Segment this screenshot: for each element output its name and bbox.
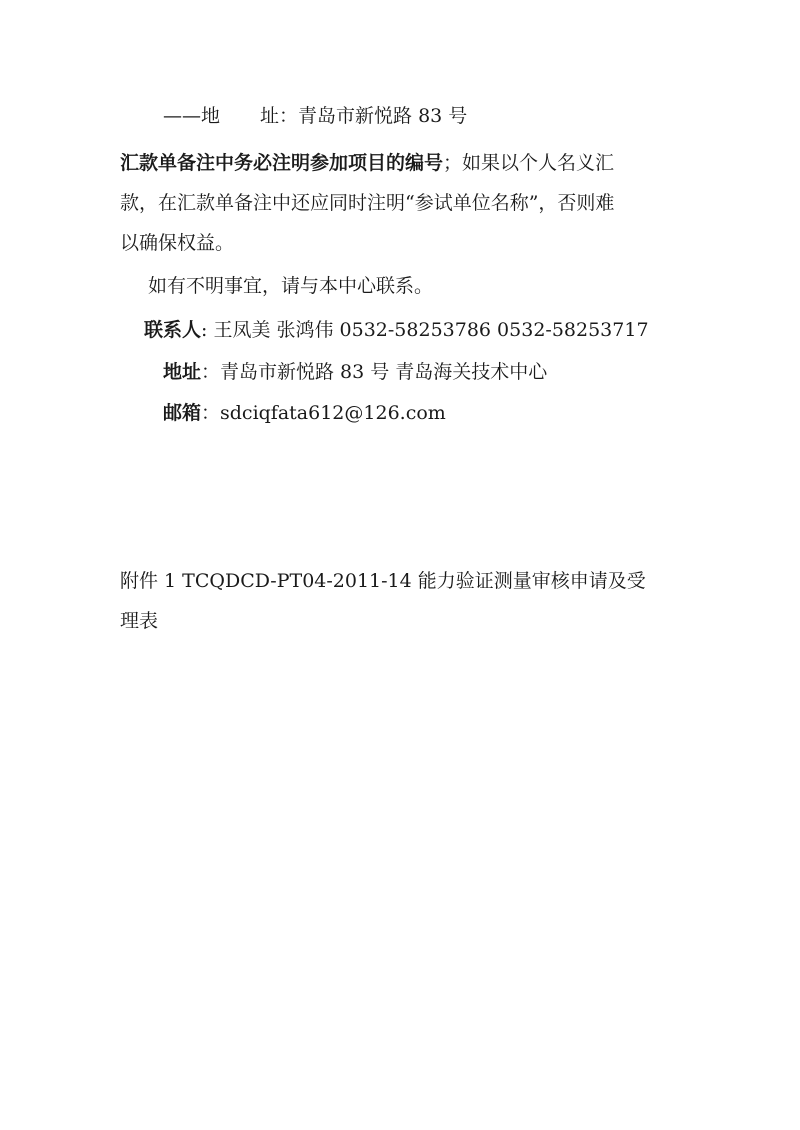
email-label: 邮箱 [163, 402, 202, 424]
contact-label: 联系人 [144, 319, 202, 341]
remit-note-line-1 [120, 151, 614, 175]
remit-note-emphasis: 汇款单备注中务必注明参加项目的编号 [120, 152, 444, 174]
remit-note-line-3: 以确保权益。 [120, 232, 235, 254]
contact-line [144, 318, 649, 342]
remit-note-line-2: 款，在汇款单备注中还应同时注明“参试单位名称”，否则难 [120, 192, 615, 214]
address-detail-label: 地址 [163, 361, 202, 383]
address-line [163, 104, 467, 128]
contact-value: : 王凤美 张鸿伟 0532-58253786 0532-58253717 [201, 319, 649, 341]
attachment-line-2: 理表 [120, 610, 159, 632]
address-dash-label: ——地 [163, 105, 221, 127]
remit-note-rest: ；如果以个人名义汇 [443, 152, 615, 174]
email-value: ：sdciqfata612@126.com [201, 402, 446, 424]
attachment-line-1: 附件 1 TCQDCD-PT04-2011-14 能力验证测量审核申请及受 [120, 570, 646, 592]
inquiry-text: 如有不明事宜，请与本中心联系。 [148, 275, 434, 297]
address-value: 青岛市新悦路 83 号 [298, 105, 468, 127]
address-detail-value: ：青岛市新悦路 83 号 青岛海关技术中心 [201, 361, 548, 383]
address-detail-line [163, 360, 547, 384]
address-label-tail: 址： [260, 105, 299, 127]
email-line [163, 401, 446, 425]
